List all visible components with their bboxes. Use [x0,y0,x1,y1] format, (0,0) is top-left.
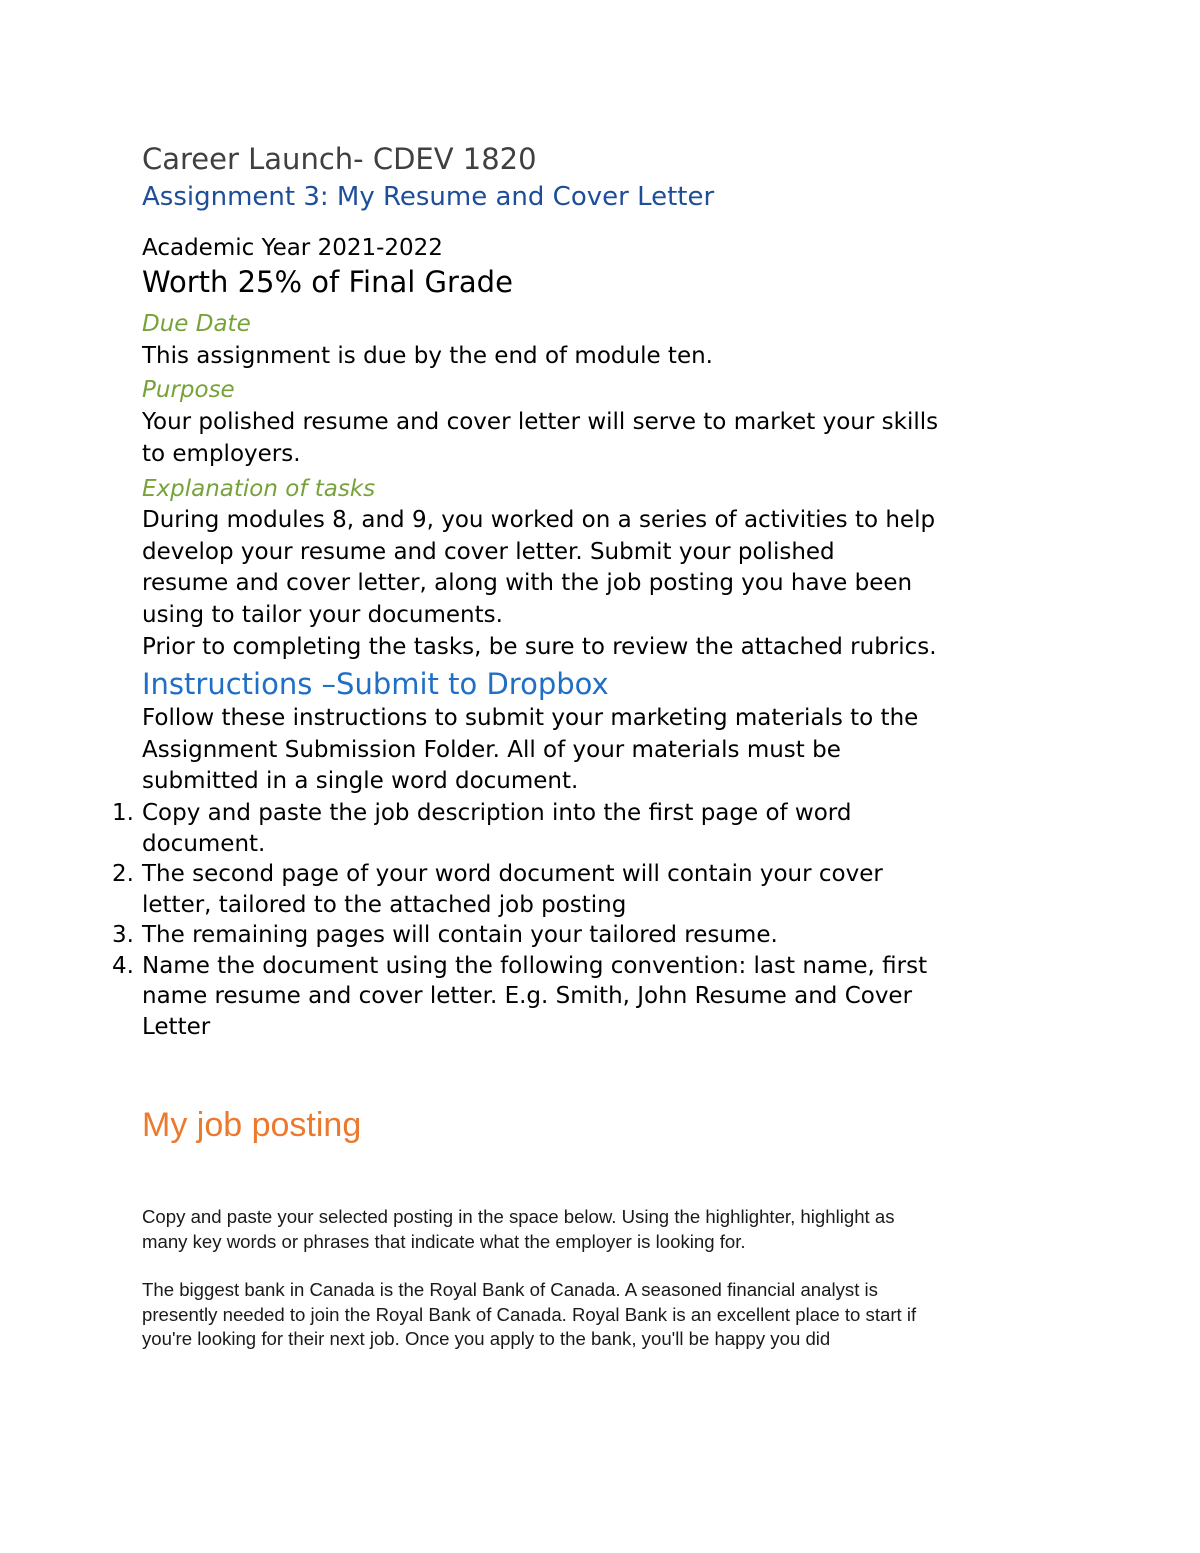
step-line: Name the document using the following convention: last name, first [142,952,928,979]
step-number: 3. [112,922,134,948]
instruction-step [112,798,927,859]
purpose-text [142,407,938,470]
explanation-line: During modules 8, and 9, you worked on a series of activities to help [142,507,936,533]
explanation-line: develop your resume and cover letter. Submit your polished [142,538,835,565]
explanation-label: Explanation of tasks [142,476,376,502]
purpose-line: to employers. [142,440,301,467]
assignment-title: Assignment 3: My Resume and Cover Letter [142,182,715,212]
instruction-step [112,920,927,951]
posting-line: you're looking for their next job. Once you apply to the bank, you'll be happy you did [142,1328,831,1350]
rubrics-note: Prior to completing the tasks, be sure to review the attached rubrics. [142,634,937,660]
step-line: name resume and cover letter. E.g. Smith, John Resume and Cover [142,983,913,1009]
instructions-line: Follow these instructions to submit your marketing materials to the [142,705,919,731]
step-line: The second page of your word document will contain your cover [142,861,883,887]
academic-year: Academic Year 2021-2022 [142,235,443,261]
step-number: 2. [112,861,134,887]
job-posting-body [142,1278,916,1352]
step-line: Letter [142,1013,211,1040]
job-posting-title: My job posting [142,1106,362,1144]
due-date-text: This assignment is due by the end of module ten. [142,343,713,369]
posting-line: The biggest bank in Canada is the Royal Bank of Canada. A seasoned financial analyst is [142,1279,878,1300]
instruction-step [112,859,927,920]
purpose-label: Purpose [142,377,235,403]
instructions-line: Assignment Submission Folder. All of your materials must be [142,736,841,763]
instruction-steps-list [112,798,927,1042]
posting-instruction-line: many key words or phrases that indicate what the employer is looking for. [142,1230,746,1252]
step-line: document. [142,830,266,857]
instructions-line: submitted in a single word document. [142,768,579,794]
step-line: letter, tailored to the attached job posting [142,891,627,918]
purpose-line: Your polished resume and cover letter will serve to market your skills [142,409,939,435]
instructions-title: Instructions –Submit to Dropbox [142,667,609,701]
explanation-line: resume and cover letter, along with the job posting you have been [142,570,913,596]
course-title: Career Launch- CDEV 1820 [142,142,537,176]
explanation-text [142,505,935,631]
step-number: 4. [112,952,134,979]
instruction-step [112,951,927,1043]
grade-weight: Worth 25% of Final Grade [142,265,513,299]
due-date-label: Due Date [142,311,251,337]
explanation-line: using to tailor your documents. [142,601,503,628]
step-number: 1. [112,800,134,826]
step-line: Copy and paste the job description into the first page of word [142,800,852,826]
posting-instruction-line: Copy and paste your selected posting in the space below. Using the highlighter, highlight as [142,1206,895,1227]
posting-line: presently needed to join the Royal Bank of Canada. Royal Bank is an excellent place to start if [142,1303,917,1325]
instructions-text [142,703,918,798]
posting-instructions [142,1205,895,1254]
step-line: The remaining pages will contain your tailored resume. [142,922,778,948]
